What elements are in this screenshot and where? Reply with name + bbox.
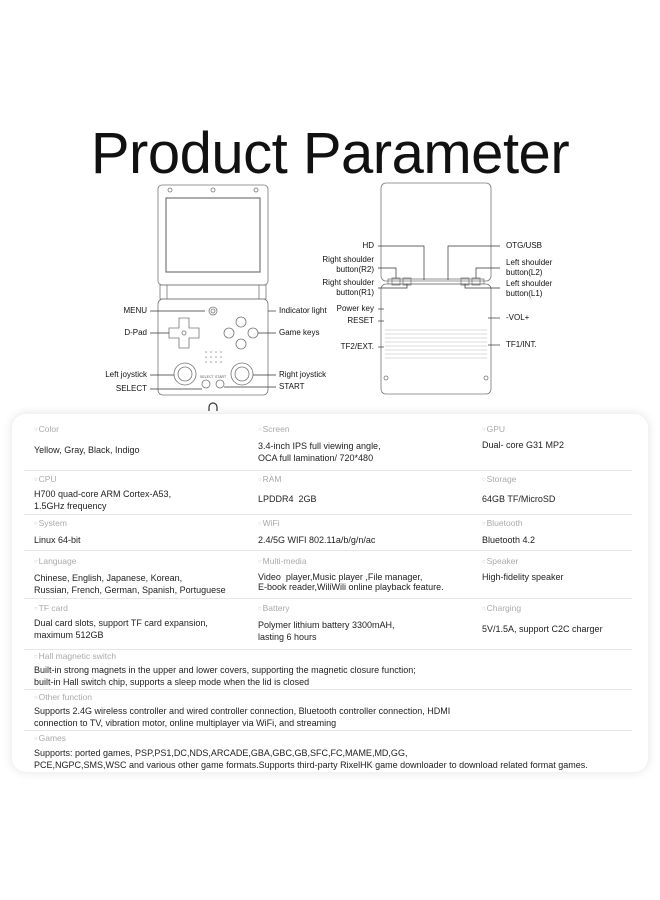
spec-row (24, 474, 632, 515)
label-left-joystick: Left joystick (105, 370, 147, 379)
label-otg-usb: OTG/USB (506, 241, 543, 250)
label-left-shoulder-l1: Left shoulder button(L1) (506, 279, 553, 298)
label-game-keys: Game keys (279, 328, 320, 337)
select-small-label: SELECT (200, 375, 214, 379)
spec-row (24, 692, 632, 731)
spec-battery: ○ Battery Polymer lithium battery 3300mAH, lasting 6 hours (258, 603, 395, 643)
label-left-shoulder-l2: Left shoulder button(L2) (506, 258, 553, 277)
device-diagram (0, 0, 660, 414)
label-start: START (279, 382, 305, 391)
select-button (202, 380, 210, 388)
label-tf2-ext: TF2/EXT. (340, 342, 374, 351)
spec-row (24, 651, 632, 690)
menu-button (209, 307, 217, 315)
spec-gpu: ○ GPU Dual- core G31 MP2 (482, 424, 564, 451)
page-title: Product Parameter (90, 121, 570, 186)
label-reset: RESET (347, 316, 374, 325)
spec-color: ○ Color Yellow, Gray, Black, Indigo (34, 424, 140, 456)
spec-row (24, 603, 632, 650)
spec-system: ○ System Linux 64-bit (34, 518, 81, 546)
label-hd: HD (362, 241, 374, 250)
label-indicator-light: Indicator light (279, 306, 327, 315)
label-select: SELECT (115, 384, 147, 393)
spec-speaker: ○ Speaker High-fidelity speaker (482, 556, 564, 583)
game-keys-icon (224, 317, 258, 349)
start-small-label: START (215, 375, 227, 379)
label-menu: MENU (123, 306, 147, 315)
spec-tf-card: ○ TF card Dual card slots, support TF card expansion, maximum 512GB (34, 603, 208, 641)
label-dpad: D-Pad (124, 328, 147, 337)
spec-language: ○ Language Chinese, English, Japanese, Korean, Russian, French, German, Spanish, Portuguese (34, 556, 226, 596)
back-view (381, 183, 491, 394)
label-right-shoulder-r2: Right shoulder button(R2) (322, 255, 374, 274)
spec-ram: ○ RAM LPDDR4 2GB (258, 474, 317, 505)
spec-row (24, 518, 632, 551)
spec-wifi: ○ WiFi 2.4/5G WIFI 802.11a/b/g/n/ac (258, 518, 375, 546)
start-button (216, 380, 224, 388)
spec-row (24, 733, 632, 769)
spec-screen: ○ Screen 3.4-inch IPS full viewing angle, OCA full lamination/ 720*480 (258, 424, 381, 464)
left-joystick-icon (174, 363, 196, 385)
spec-row (24, 424, 632, 471)
label-right-shoulder-r1: Right shoulder button(R1) (322, 278, 374, 297)
spec-cpu: ○ CPU H700 quad-core ARM Cortex-A53, 1.5GHz frequency (34, 474, 171, 512)
spec-other: ○ Other function Supports 2.4G wireless controller and wired controller connection, Bluetooth controller connection, HDMI connection to TV, vibration motor, online multiplayer via WiFi, and streaming (34, 692, 450, 729)
spec-games: ○ Games Supports: ported games, PSP,PS1,DC,NDS,ARCADE,GBA,GBC,GB,SFC,FC,MAME,MD,GG, PCE,NGPC,SMS,WSC and various other game formats.Supports third-party RixelHK game downloader to download related format games. (34, 733, 588, 771)
label-tf1-int: TF1/INT. (506, 340, 537, 349)
spec-multimedia: ○ Multi-media Video player,Music player ,File manager, E-book reader,WiliWili online playback feature. (258, 556, 444, 592)
right-joystick-icon (231, 363, 253, 385)
label-right-joystick: Right joystick (279, 370, 327, 379)
label-vol: -VOL+ (506, 313, 530, 322)
label-power-key: Power key (336, 304, 374, 313)
spec-row (24, 556, 632, 599)
spec-charging: ○ Charging 5V/1.5A, support C2C charger (482, 603, 603, 635)
spec-storage: ○ Storage 64GB TF/MicroSD (482, 474, 555, 505)
spec-bluetooth: ○ Bluetooth Bluetooth 4.2 (482, 518, 535, 546)
spec-hall: ○ Hall magnetic switch Built-in strong magnets in the upper and lower covers, supporting the magnetic closure function; built-in Hall switch chip, supports a sleep mode when the lid is closed (34, 651, 416, 688)
dpad-icon (169, 318, 199, 348)
